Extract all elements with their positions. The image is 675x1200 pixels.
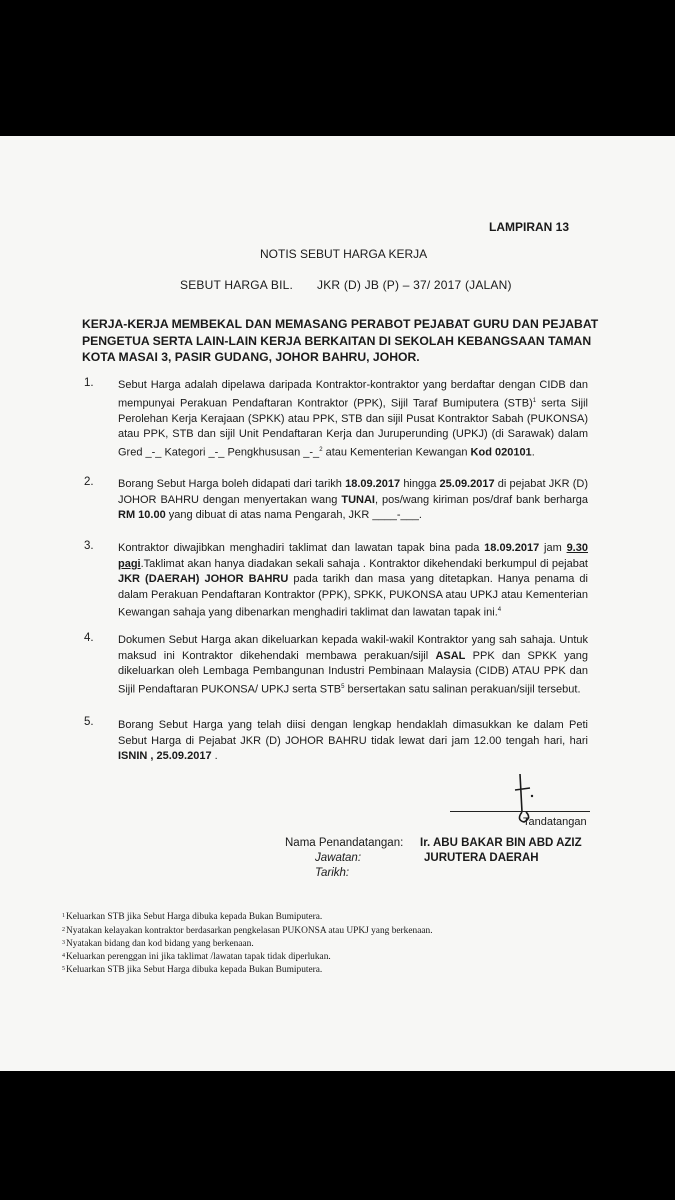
notice-heading: NOTIS SEBUT HARGA KERJA (260, 247, 428, 261)
paragraph-5: Borang Sebut Harga yang telah diisi dengan lengkap hendaklah dimasukkan ke dalam Peti Sebut Harga di Pejabat JKR (D) JOHOR BAHRU tidak lewat dari jam 12.00 tengah hari, hari ISNIN , 25.09.2017 . (118, 719, 588, 763)
item-number: 5. (84, 716, 94, 728)
paragraph-1: Sebut Harga adalah dipelawa daripada Kontraktor-kontraktor yang berdaftar dengan CIDB dan mempunyai Perakuan Pendaftaran Kontraktor (PPK), Sijil Taraf Bumiputera (STB)$^1$ serta Sijil Perolehan Kerja Kerajaan (SPKK) atau PPK, STB dan sijil Pusat Kontraktor Sabah (PUKONSA) atau PPK, STB dan sijil Unit Pendaftaran Kerja dan Juruperunding (UPKJ) (di Sarawak) dalam Gred _-_ Kategori _-_ Pengkhususan _-_$^2$ atau Kementerian Kewangan Kod 020101. (118, 379, 589, 459)
position-label: Jawatan: (315, 852, 362, 864)
item-number: 3. (84, 540, 94, 552)
signatory-name: Ir. ABU BAKAR BIN ABD AZIZ (420, 837, 582, 849)
quotation-number: JKR (D) JB (P) – 37/ 2017 (JALAN) (317, 278, 512, 292)
signatory-name-label: Nama Penandatangan: (285, 837, 404, 849)
footnote: $^2$Nyatakan kelayakan kontraktor berdasarkan pengkelasan PUKONSA atau UPKJ yang berkenaan. (62, 926, 433, 936)
document-page (0, 136, 675, 1071)
item-number: 1. (84, 377, 94, 389)
signature-line (450, 811, 590, 812)
paragraph-2: Borang Sebut Harga boleh didapati dari tarikh 18.09.2017 hingga 25.09.2017 di pejabat JKR (D) JOHOR BAHRU dengan menyertakan wang TUNAI, pos/wang kiriman pos/draf bank berharga RM 10.00 yang dibuat di atas nama Pengarah, JKR ____-___. (118, 478, 588, 522)
paragraph-3: Kontraktor diwajibkan menghadiri taklimat dan lawatan tapak bina pada 18.09.2017 jam 9.30 pagi.Taklimat akan hanya diadakan sekali sahaja . Kontraktor dikehendaki berkumpul di pejabat JKR (DAERAH) JOHOR BAHRU pada tarikh dan masa yang ditetapkan. Hanya penama di dalam Perakuan Pendaftaran Kontraktor (PPK), SPKK, PUKONSA atau UPKJ atau Kementerian Kewangan sahaja yang dibenarkan menghadiri taklimat dan lawatan tapak ini.$^4$ (118, 542, 588, 620)
paragraph-4: Dokumen Sebut Harga akan dikeluarkan kepada wakil-wakil Kontraktor yang sah sahaja. Untuk maksud ini Kontraktor dikehendaki membawa perakuan/sijil ASAL PPK dan SPKK yang dikeluarkan oleh Lembaga Pembangunan Industri Pembinaan Malaysia (CIDB) ATAU PPK dan Sijil Pendaftaran PUKONSA/ UPKJ serta STB$^5$ bersertakan satu salinan perakuan/sijil tersebut. (118, 634, 588, 696)
item-number: 4. (84, 632, 94, 644)
date-label: Tarikh: (315, 867, 350, 879)
document-title: KERJA-KERJA MEMBEKAL DAN MEMASANG PERABOT PEJABAT GURU DAN PEJABAT PENGETUA SERTA LAIN-LAIN KERJA BERKAITAN DI SEKOLAH KEBANGSAAN TAMAN KOTA MASAI 3, PASIR GUDANG, JOHOR BAHRU, JOHOR. (82, 317, 599, 364)
footnote: $^3$Nyatakan bidang dan kod bidang yang berkenaan. (62, 939, 254, 949)
quotation-label: SEBUT HARGA BIL. (180, 278, 294, 292)
signature-label: Tandatangan (523, 816, 587, 828)
signatory-position: JURUTERA DAERAH (424, 852, 539, 864)
quotation-reference (180, 278, 512, 292)
lampiran-label: LAMPIRAN 13 (489, 220, 570, 234)
footnote: $^4$Keluarkan perenggan ini jika taklimat /lawatan tapak tidak diperlukan. (62, 952, 331, 962)
footnote: $^5$Keluarkan STB jika Sebut Harga dibuka kepada Bukan Bumiputera. (62, 965, 323, 975)
footnote: $^1$Keluarkan STB jika Sebut Harga dibuka kepada Bukan Bumiputera. (62, 912, 323, 922)
kod-value: Kod 020101 (470, 446, 532, 459)
item-number: 2. (84, 476, 94, 488)
